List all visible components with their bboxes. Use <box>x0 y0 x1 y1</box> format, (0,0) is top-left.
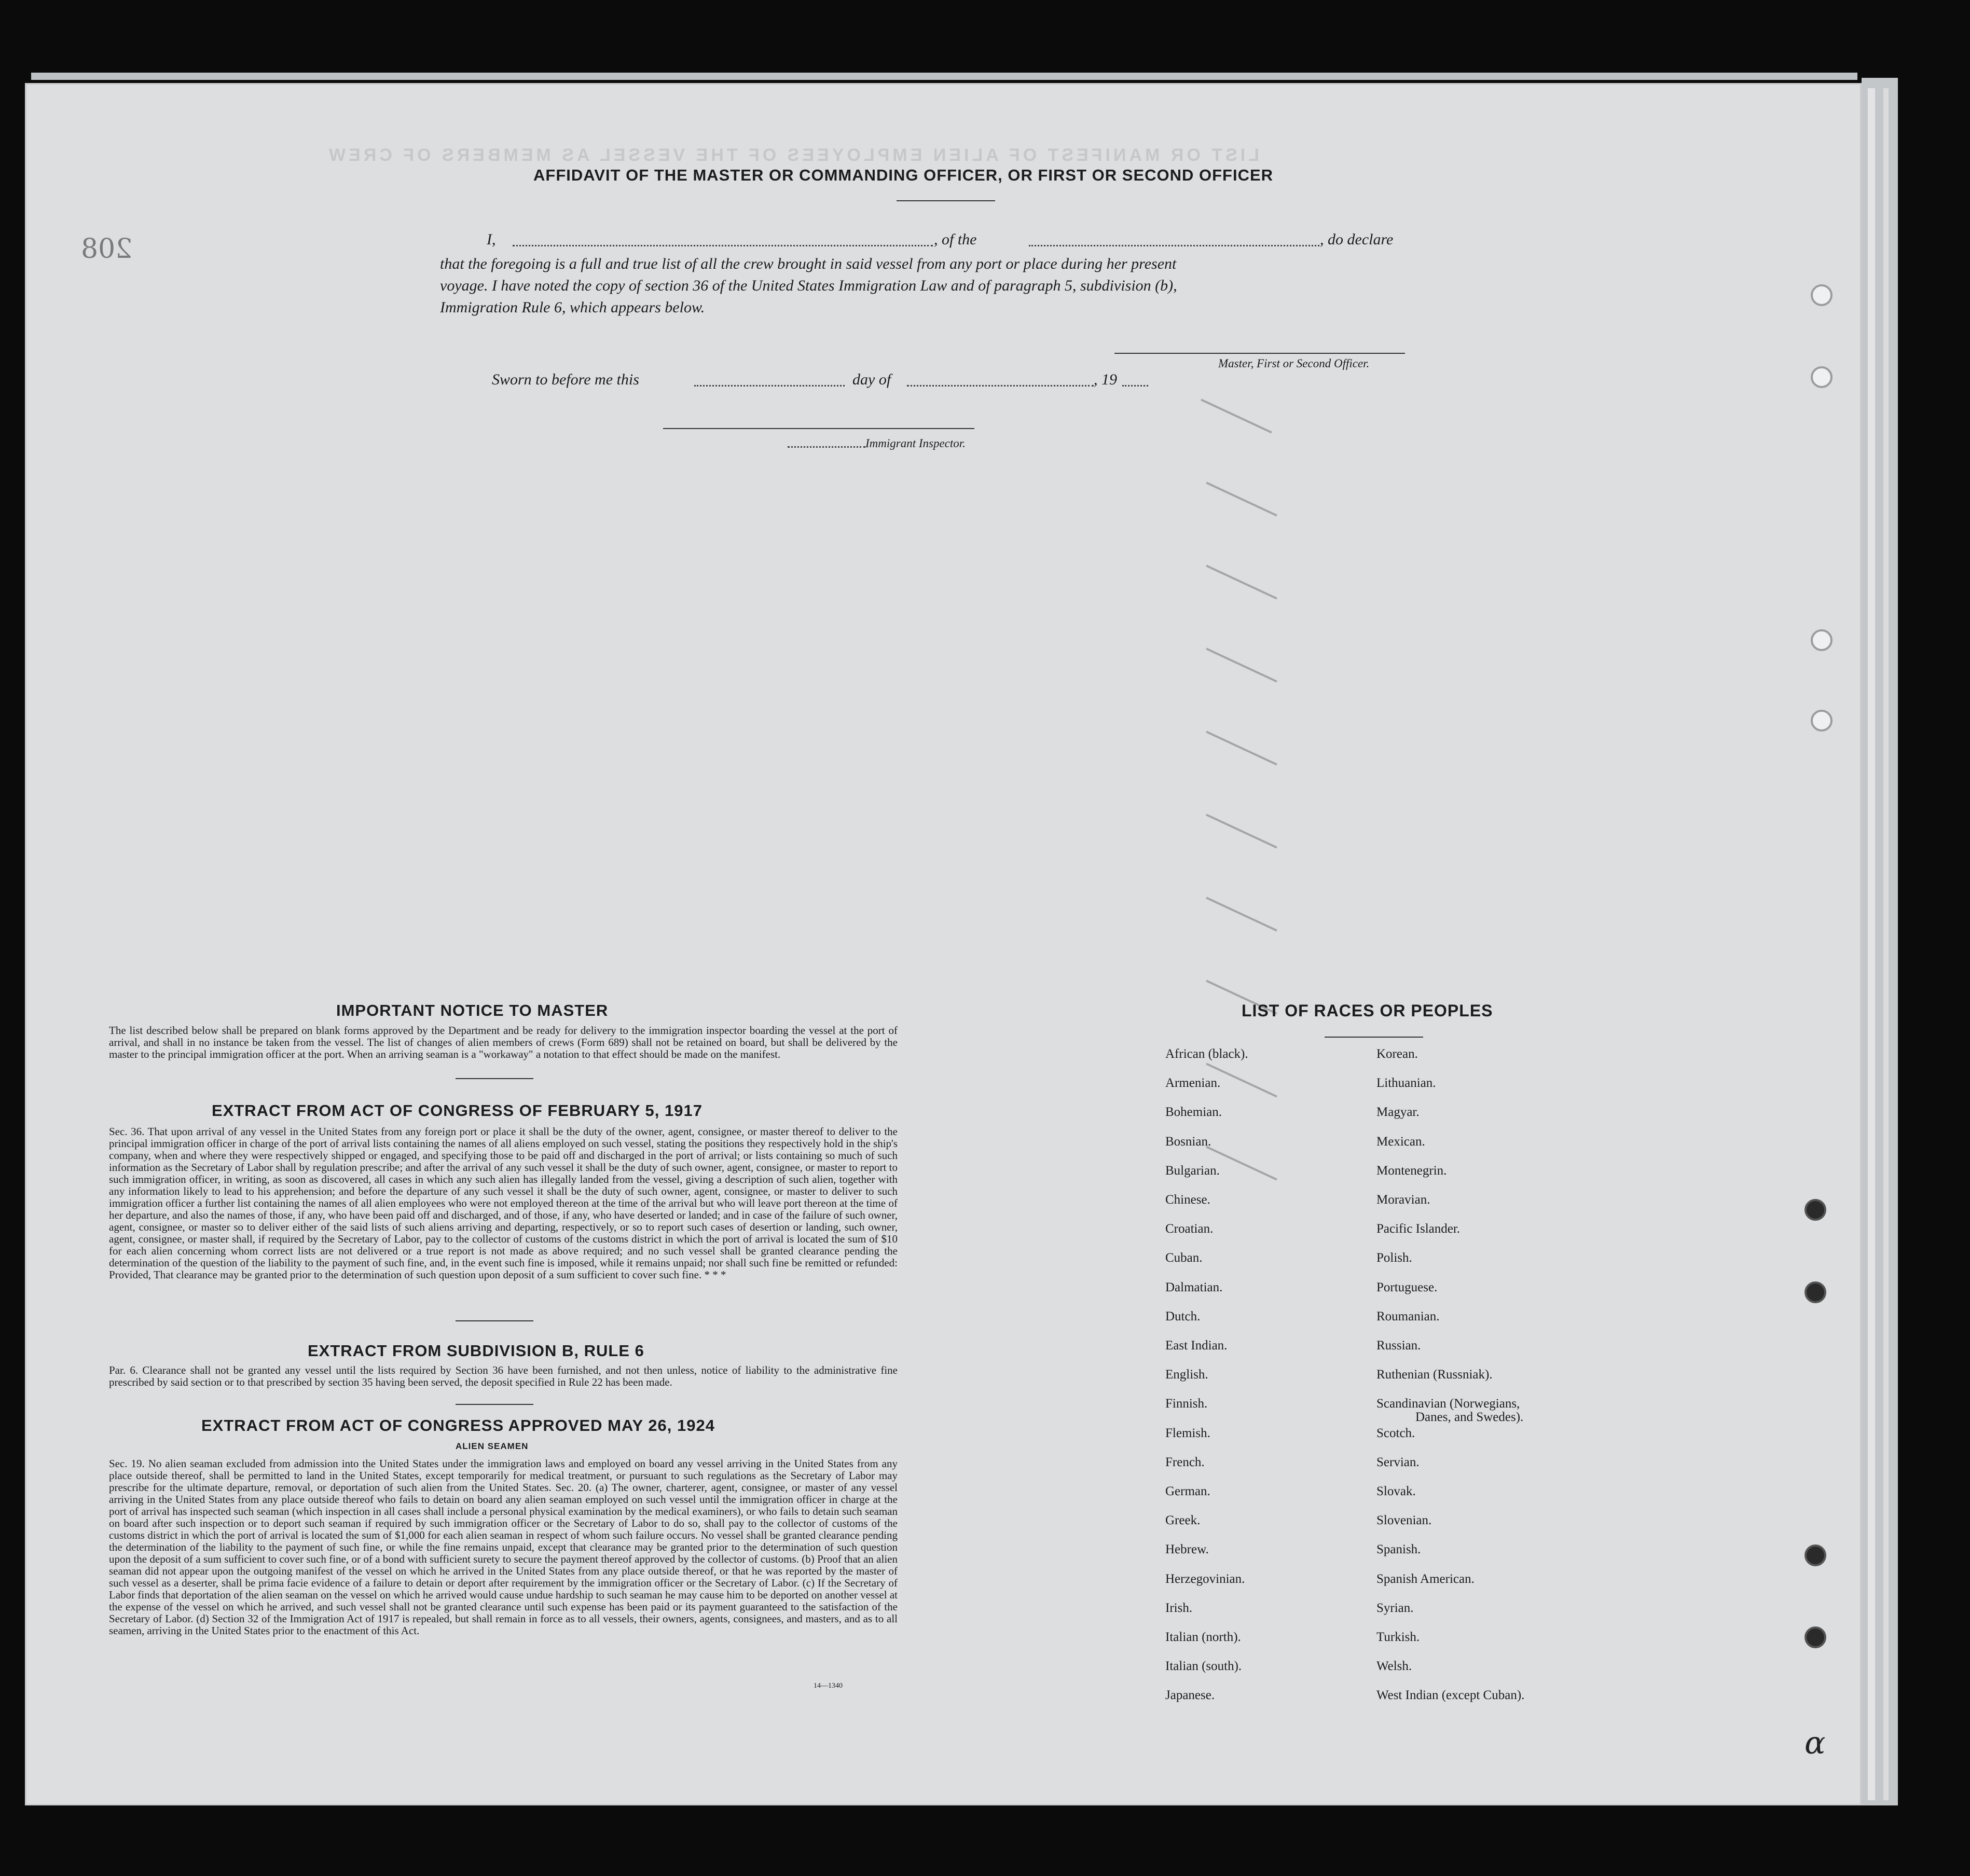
form-code: 14—1340 <box>814 1682 843 1690</box>
race-item: Syrian. <box>1376 1601 1414 1615</box>
race-item: Magyar. <box>1376 1105 1420 1120</box>
sworn-month-field[interactable] <box>907 385 1094 387</box>
decl-do-declare: , do declare <box>1320 231 1394 248</box>
race-item: Spanish. <box>1376 1542 1421 1557</box>
punch-hole <box>1811 366 1833 388</box>
master-signature-line[interactable] <box>1114 353 1405 354</box>
race-item: Lithuanian. <box>1376 1076 1436 1091</box>
notice-title: IMPORTANT NOTICE TO MASTER <box>336 1001 609 1019</box>
bleed-through-mark <box>1206 896 1277 931</box>
race-item: Finnish. <box>1165 1397 1208 1411</box>
race-item: Bosnian. <box>1165 1134 1211 1149</box>
title-underline <box>897 200 995 201</box>
manifest-page <box>25 83 1862 1805</box>
extract-1917-text: Sec. 36. That upon arrival of any vessel in the United States from any foreign port or place it shall be the duty of the owner, agent, consignee, or master thereof to deliver to the principal immigration officer in charge of the port of arrival lists containing the names of all aliens employed on such vessel, stating the positions they respectively hold in the ship's company, when and where they were respectively shipped or engaged, and specifying those to be paid off and discharged in the port of arrival; or lists containing so much of such information as the Secretary of Labor shall by regulation prescribe; and after the arrival of any such vessel it shall be the duty of such owner, agent, consignee, or master to report to such immigration officer, in writing, as soon as discovered, all cases in which any such alien has illegally landed from the vessel, giving a description of such alien, together with any information likely to lead to his apprehension; and before the departure of any such vessel it shall be the duty of such owner, agent, consignee, or master to deliver to such immigration officer a further list containing the names of all alien employees who were not employed thereon at the time of the arrival but who will leave port thereon at the time of her departure, and also the names of those, if any, who have been paid off and discharged, and of those, if any, who have deserted or landed; and in case of the failure of such owner, agent, consignee, or master so to deliver either of the said lists of such aliens arriving and departing, respectively, or so to report such cases of desertion or landing, such owner, agent, consignee, or master shall, if required by the Secretary of Labor, pay to the collector of customs of the customs district in which the port of arrival is located the sum of $10 for each alien concerning whom correct lists are not delivered or a true report is not made as above required; and no such vessel shall be granted clearance pending the determination of the question of the liability to the payment of such fine, and, in the event such fine is imposed, while it remains unpaid; nor shall such fine be remitted or refunded: Provided, That clearance may be granted prior to the determination of such question upon deposit of a sum sufficient to cover such fine. * * * <box>109 1125 898 1281</box>
decl-line-3: voyage. I have noted the copy of section 36 of the United States Immigration Law and of paragraph 5, subdivision (b), <box>440 277 1177 294</box>
race-item: Slovenian. <box>1376 1513 1432 1528</box>
race-item: Danes, and Swedes). <box>1415 1410 1524 1425</box>
race-item: Dalmatian. <box>1165 1280 1223 1294</box>
bleed-through-mark <box>1201 398 1272 433</box>
rule6-title: EXTRACT FROM SUBDIVISION B, RULE 6 <box>308 1342 644 1360</box>
race-item: Servian. <box>1376 1455 1420 1469</box>
bleed-through-mark <box>1206 564 1277 599</box>
race-item: Japanese. <box>1165 1688 1215 1703</box>
page-stack-edge-right-2 <box>1868 88 1875 1800</box>
race-item: English. <box>1165 1368 1208 1382</box>
bleed-through-header: LIST OR MANIFEST OF ALIEN EMPLOYEES OF THE VESSEL AS MEMBERS OF CREW <box>326 145 1259 165</box>
notice-divider <box>456 1078 533 1079</box>
race-item: Bohemian. <box>1165 1105 1222 1120</box>
races-title: LIST OF RACES OR PEOPLES <box>1242 1001 1493 1020</box>
extract-1924-text: Sec. 19. No alien seaman excluded from admission into the United States under the immigration laws and employed on board any vessel arriving in the United States from any place outside thereof, shall be permitted to land in the United States, except temporarily for medical treatment, or pursuant to such regulations as the Secretary of Labor may prescribe for the ultimate departure, removal, or deportation of such alien from the United States. Sec. 20. (a) The owner, charterer, agent, consignee, or master of any vessel arriving in the United States from any place outside thereof who fails to detain on board any alien seaman employed on such vessel until the immigration officer in charge at the port of arrival has inspected such seaman (which inspection in all cases shall include a personal physical examination by the medical examiners), or who fails to detain such seaman on board after such inspection or to deport such seaman if required by such immigration officer or the Secretary of Labor to do so, shall pay to the collector of customs of the customs district in which the port of arrival is located the sum of $1,000 for each alien seaman in respect of whom such failure occurs. No vessel shall be granted clearance pending the determination of the liability to the payment of such fine, or while the fine remains unpaid, except that clearance may be granted prior to the determination of such question upon the deposit of a sum sufficient to cover such fine, or of a bond with sufficient surety to secure the payment thereof approved by the collector of customs. (b) Proof that an alien seaman did not appear upon the outgoing manifest of the vessel on which he arrived in the United States from any place outside thereof, or that he was reported by the master of such vessel as a deserter, shall be prima facie evidence of a failure to detain or deport after requirement by the immigration officer or the Secretary of Labor. (c) If the Secretary of Labor finds that deportation of the alien seaman on the vessel on which he arrived would cause undue hardship to such seaman he may cause him to be deported on another vessel at the expense of the vessel on which he arrived, and such vessel shall not be granted clearance until such expense has been paid or its payment guaranteed to the satisfaction of the Secretary of Labor. (d) Section 32 of the Immigration Act of 1917 is repealed, but shall remain in force as to all vessels, their owners, agents, consignees, and masters, and as to all seamen, arriving in the United States prior to the enactment of this Act. <box>109 1457 898 1637</box>
bleed-through-mark <box>1206 647 1277 682</box>
sworn-day-field[interactable] <box>694 385 845 387</box>
rule6-divider <box>456 1404 533 1405</box>
race-item: Herzegovinian. <box>1165 1571 1245 1586</box>
punch-hole <box>1804 1626 1826 1648</box>
punch-hole <box>1811 284 1833 306</box>
handwritten-mark: ɑ <box>1804 1725 1826 1761</box>
affidavit-title: AFFIDAVIT OF THE MASTER OR COMMANDING OFFICER, OR FIRST OR SECOND OFFICER <box>533 166 1274 184</box>
race-item: Montenegrin. <box>1376 1163 1447 1178</box>
punch-hole <box>1811 710 1833 732</box>
bleed-through-mark <box>1206 481 1277 516</box>
alien-seamen-heading: ALIEN SEAMEN <box>456 1441 529 1451</box>
race-item: Welsh. <box>1376 1659 1412 1674</box>
day-of-label: day of <box>852 371 891 388</box>
race-item: German. <box>1165 1484 1210 1498</box>
page-stack-edge-right <box>1862 78 1898 1805</box>
race-item: Cuban. <box>1165 1251 1203 1265</box>
sworn-year-field[interactable] <box>1122 385 1148 387</box>
race-item: Pacific Islander. <box>1376 1222 1461 1236</box>
punch-hole <box>1804 1544 1826 1566</box>
race-item: Scotch. <box>1376 1426 1415 1440</box>
races-title-underline <box>1325 1037 1423 1038</box>
race-item: Irish. <box>1165 1601 1193 1615</box>
race-item: Spanish American. <box>1376 1571 1475 1586</box>
bleed-through-mark <box>1206 813 1277 848</box>
decl-i: I, <box>487 231 496 248</box>
race-item: Turkish. <box>1376 1630 1420 1644</box>
page-stack-edge-right-3 <box>1883 88 1889 1800</box>
decl-line-4: Immigration Rule 6, which appears below. <box>440 299 705 316</box>
bleed-through-mark <box>1206 730 1277 765</box>
race-item: Italian (north). <box>1165 1630 1241 1644</box>
race-item: Croatian. <box>1165 1222 1214 1236</box>
rule6-text: Par. 6. Clearance shall not be granted any vessel until the lists required by Section 36 have been furnished, and not then unless, notice of liability to the administrative fine prescribed by said section or to that prescribed by section 35 having been served, the deposit specified in Rule 22 has been made. <box>109 1364 898 1388</box>
notice-text: The list described below shall be prepared on blank forms approved by the Department and be ready for delivery to the immigration inspector boarding the vessel at the port of arrival, and shall in no instance be taken from the vessel. The list of changes of alien members of crews (Form 689) shall not be retained on board, but shall be delivered by the master to the principal immigration officer at the port. When an arriving seaman is a "workaway" a notation to that effect should be made on the manifest. <box>109 1024 898 1060</box>
race-item: Russian. <box>1376 1339 1421 1353</box>
race-item: Scandinavian (Norwegians, <box>1376 1397 1520 1411</box>
master-signature-label: Master, First or Second Officer. <box>1218 357 1370 370</box>
year-label: , 19 <box>1094 371 1117 388</box>
race-item: Roumanian. <box>1376 1309 1440 1323</box>
extract-1917-title: EXTRACT FROM ACT OF CONGRESS OF FEBRUARY 5, 1917 <box>212 1101 702 1120</box>
race-item: Portuguese. <box>1376 1280 1438 1294</box>
punch-hole <box>1804 1281 1826 1303</box>
race-item: Polish. <box>1376 1251 1412 1265</box>
race-item: Dutch. <box>1165 1309 1201 1323</box>
race-item: Moravian. <box>1376 1193 1430 1207</box>
inspector-label: Immigrant Inspector. <box>865 437 966 450</box>
vessel-field[interactable] <box>1029 245 1319 246</box>
race-item: Greek. <box>1165 1513 1201 1528</box>
race-item: Hebrew. <box>1165 1542 1209 1557</box>
decl-line-2: that the foregoing is a full and true list of all the crew brought in said vessel from any port or place during her present <box>440 255 1177 272</box>
race-item: French. <box>1165 1455 1205 1469</box>
race-item: Flemish. <box>1165 1426 1210 1440</box>
race-item: East Indian. <box>1165 1339 1228 1353</box>
race-item: Slovak. <box>1376 1484 1416 1498</box>
race-item: Korean. <box>1376 1047 1418 1061</box>
punch-hole <box>1804 1199 1826 1221</box>
extract-1924-title: EXTRACT FROM ACT OF CONGRESS APPROVED MAY 26, 1924 <box>201 1416 715 1434</box>
race-item: African (black). <box>1165 1047 1248 1061</box>
race-item: Italian (south). <box>1165 1659 1242 1674</box>
race-item: Chinese. <box>1165 1193 1210 1207</box>
punch-hole <box>1811 629 1833 651</box>
race-item: Ruthenian (Russniak). <box>1376 1368 1493 1382</box>
race-item: Mexican. <box>1376 1134 1425 1149</box>
race-item: Armenian. <box>1165 1076 1221 1091</box>
name-field[interactable] <box>513 245 933 246</box>
decl-of-the: , of the <box>934 231 977 248</box>
sworn-label: Sworn to before me this <box>492 371 639 388</box>
race-item: Bulgarian. <box>1165 1163 1220 1178</box>
page-stack-edge <box>31 73 1857 80</box>
race-item: West Indian (except Cuban). <box>1376 1688 1525 1703</box>
extract-1917-divider <box>456 1320 533 1321</box>
inspector-dots <box>788 446 865 448</box>
inspector-signature-line[interactable] <box>663 428 974 429</box>
margin-page-number: 208 <box>81 233 133 265</box>
